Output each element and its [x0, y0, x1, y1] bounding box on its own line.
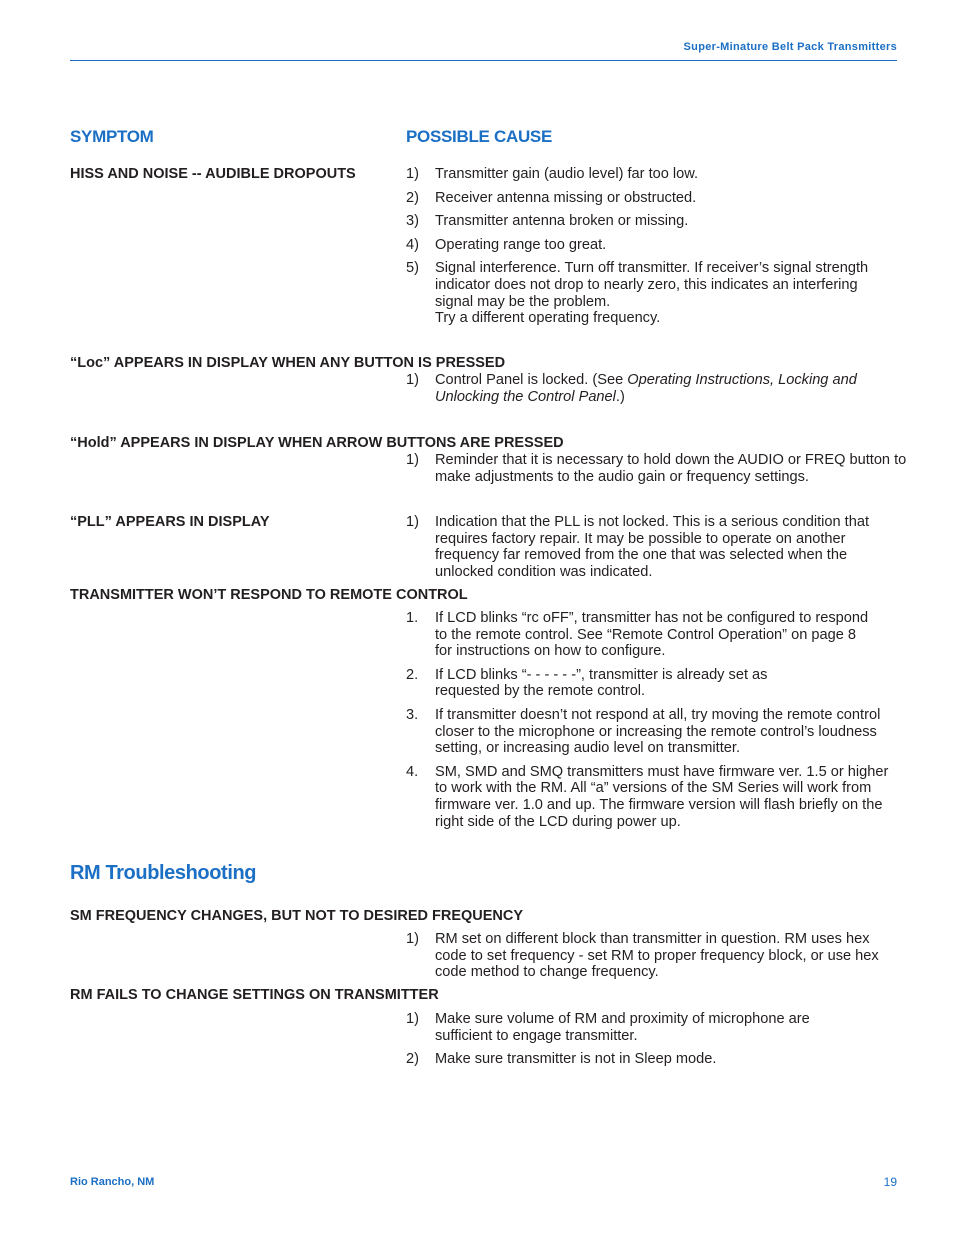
cause-item: 1) Indication that the PLL is not locked. This is a serious condition that requires factory repair. It may be possible to operate on another frequency far removed from the one that was selected when the unlocked condition was indicated.	[406, 514, 870, 580]
cause-list	[406, 1011, 866, 1068]
cause-list	[406, 452, 916, 485]
symptom-title: SM FREQUENCY CHANGES, BUT NOT TO DESIRED FREQUENCY	[70, 908, 524, 924]
symptom-title: “Loc” APPEARS IN DISPLAY WHEN ANY BUTTON IS PRESSED	[70, 355, 506, 371]
cause-item: 2) Make sure transmitter is not in Sleep mode.	[406, 1051, 717, 1068]
cause-list	[406, 514, 878, 580]
cause-item: Try a different operating frequency.	[435, 310, 661, 327]
running-header: Super-Minature Belt Pack Transmitters	[683, 41, 897, 53]
cause-item: 1) Reminder that it is necessary to hold down the AUDIO or FREQ button to make adjustments to the audio gain or frequency settings.	[406, 452, 907, 485]
footer-location: Rio Rancho, NM	[70, 1176, 155, 1188]
cause-item: 1) Control Panel is locked. (See Operating Instructions, Locking and Unlocking the Control Panel.)	[406, 372, 857, 405]
symptom-title: “PLL” APPEARS IN DISPLAY	[70, 514, 270, 530]
cause-list	[406, 166, 906, 327]
cause-item: 1) Make sure volume of RM and proximity of microphone are sufficient to engage transmitter.	[406, 1011, 810, 1044]
cause-column-heading: POSSIBLE CAUSE	[406, 127, 552, 146]
cause-item: 4) Operating range too great.	[406, 236, 607, 253]
cause-item: 2) Receiver antenna missing or obstructed.	[406, 189, 697, 206]
cause-list	[406, 610, 896, 830]
symptom-title: RM FAILS TO CHANGE SETTINGS ON TRANSMITTER	[70, 987, 439, 1003]
cause-item: 3) Transmitter antenna broken or missing.	[406, 213, 689, 230]
symptom-title: TRANSMITTER WON’T RESPOND TO REMOTE CONTROL	[70, 587, 468, 603]
cause-item: 1. If LCD blinks “rc oFF”, transmitter has not be configured to respond to the remote control. See “Remote Control Operation” on page 8 for instructions on how to configure.	[406, 610, 869, 660]
page-number: 19	[883, 1175, 897, 1189]
symptom-title: HISS AND NOISE -- AUDIBLE DROPOUTS	[70, 166, 356, 182]
cause-item: 1) RM set on different block than transmitter in question. RM uses hex code to set frequency - set RM to proper frequency block, or use hex code method to change frequency.	[406, 931, 879, 981]
header-rule	[70, 60, 897, 61]
cause-list	[406, 931, 886, 981]
cause-item: 2. If LCD blinks “- - - - - -”, transmitter is already set as requested by the remote control.	[406, 666, 768, 700]
cause-item: 1) Transmitter gain (audio level) far too low.	[406, 166, 699, 182]
cause-item: 3. If transmitter doesn’t not respond at all, try moving the remote control closer to the microphone or increasing the remote control’s loudness setting, or increasing audio level on transmitter.	[406, 706, 881, 757]
symptom-title: “Hold” APPEARS IN DISPLAY WHEN ARROW BUTTONS ARE PRESSED	[70, 435, 564, 451]
cause-list	[406, 372, 866, 405]
cause-item: 5) Signal interference. Turn off transmitter. If receiver’s signal strength indicator does not drop to nearly zero, this indicates an interfering signal may be the problem.	[406, 260, 869, 310]
symptom-column-heading: SYMPTOM	[70, 127, 154, 146]
cause-item: 4. SM, SMD and SMQ transmitters must have firmware ver. 1.5 or higher to work with the RM. All “a” versions of the SM Series will work from firmware ver. 1.0 and up. The firmware version will flash briefly on the right side of the LCD during power up.	[406, 763, 889, 830]
section-title: RM Troubleshooting	[70, 862, 257, 884]
